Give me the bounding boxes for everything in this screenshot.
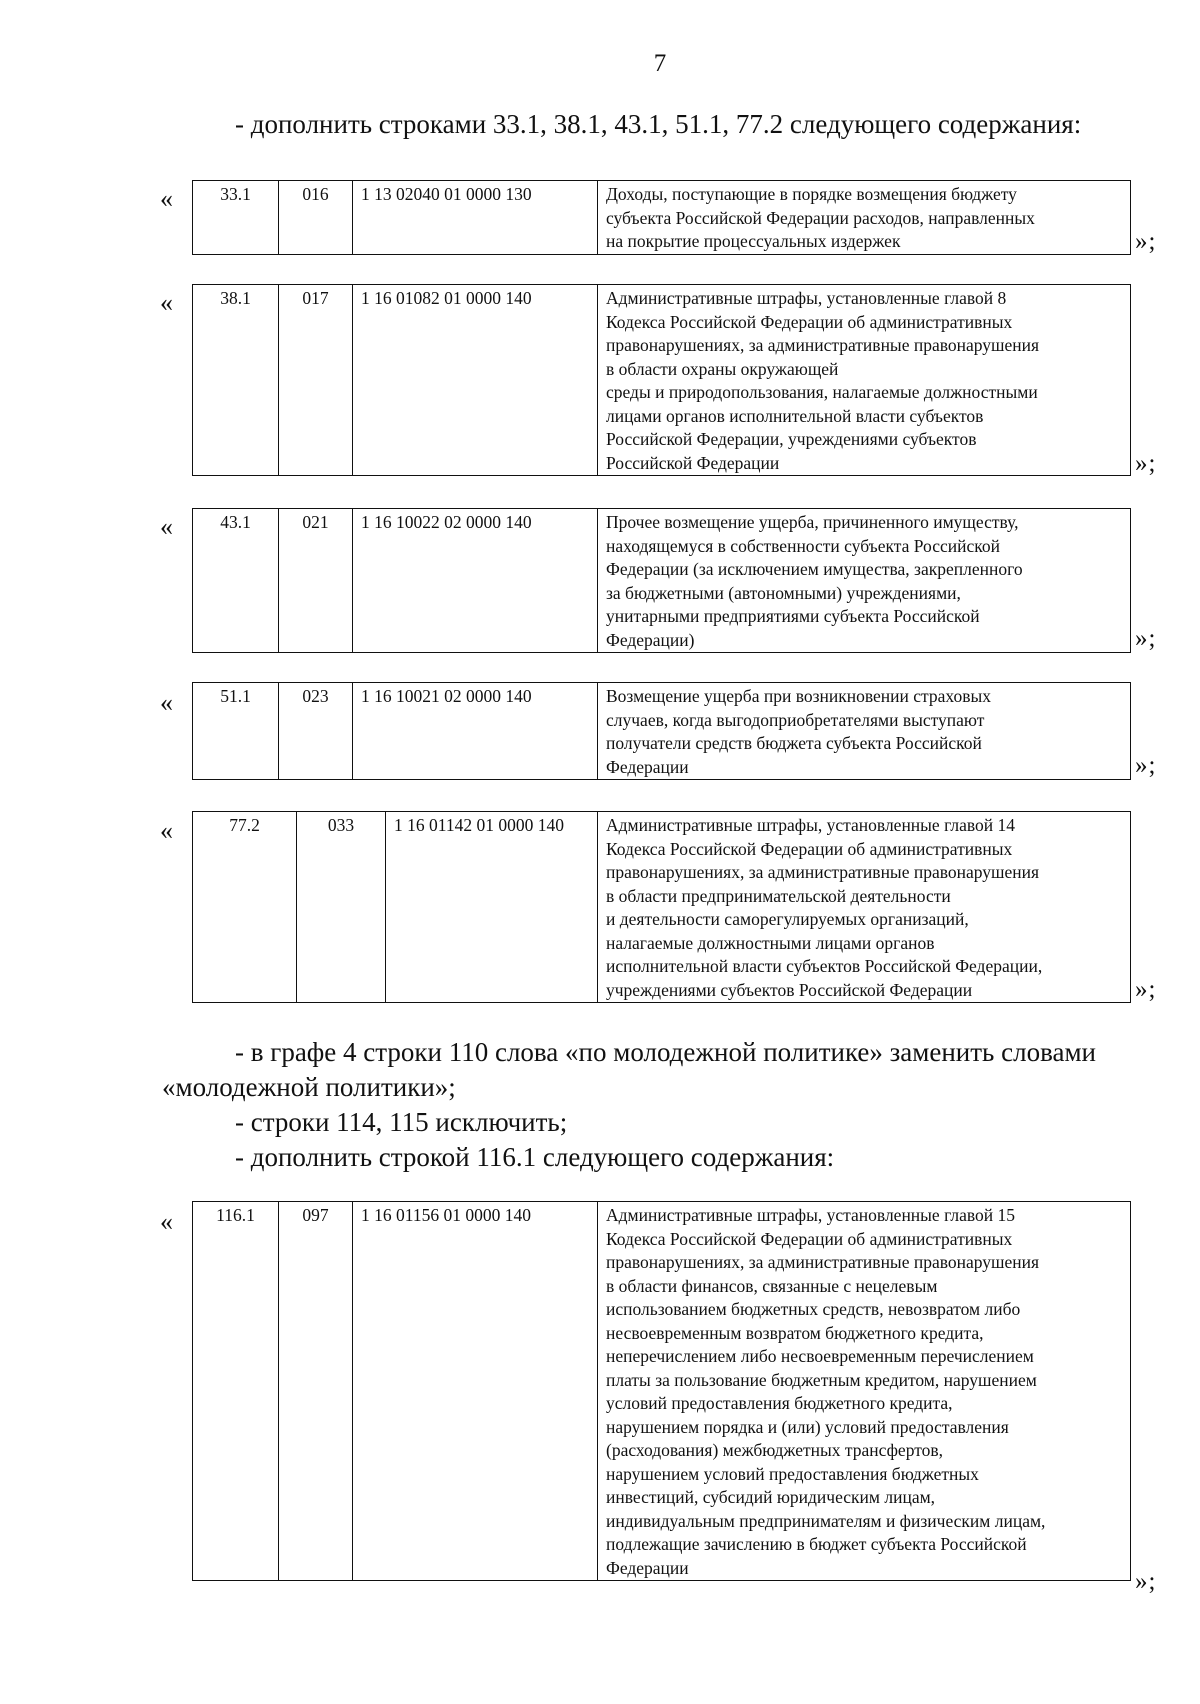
entry-table-38-1 — [192, 284, 1131, 476]
description-line: учреждениями субъектов Российской Федерации — [606, 979, 973, 1000]
close-quote: »; — [1135, 976, 1157, 1003]
description-line: нарушением условий предоставления бюджетных — [606, 1463, 979, 1484]
budget-classification-code: 1 16 01142 01 0000 140 — [386, 812, 598, 1003]
description-line: Российской Федерации — [606, 452, 780, 473]
instruction-delete-rows: - строки 114, 115 исключить; — [235, 1107, 568, 1137]
revenue-description — [598, 285, 1131, 476]
chapter-code: 021 — [279, 509, 353, 653]
chapter-code: 017 — [279, 285, 353, 476]
chapter-code: 033 — [297, 812, 386, 1003]
description-line: в области финансов, связанные с нецелевым — [606, 1275, 938, 1296]
close-quote: »; — [1135, 752, 1157, 779]
description-line: среды и природопользования, налагаемые должностными — [606, 382, 1038, 402]
description-line: и деятельности саморегулируемых организаций, — [606, 909, 969, 929]
close-quote: »; — [1135, 1568, 1157, 1595]
description-line: Федерации — [606, 756, 689, 777]
revenue-description — [598, 812, 1131, 1003]
description-line: условий предоставления бюджетного кредита, — [606, 1393, 953, 1413]
chapter-code: 023 — [279, 683, 353, 780]
row-number: 43.1 — [193, 509, 279, 653]
table-row — [193, 285, 1131, 476]
description-line: Административные штрафы, установленные главой 8 — [606, 288, 1007, 308]
budget-classification-code: 1 16 10021 02 0000 140 — [353, 683, 598, 780]
description-line: Федерации — [606, 1557, 689, 1578]
description-line: Административные штрафы, установленные главой 15 — [606, 1205, 1015, 1225]
entry-table-33-1 — [192, 180, 1131, 255]
row-number: 38.1 — [193, 285, 279, 476]
description-line: находящемуся в собственности субъекта Российской — [606, 535, 1001, 556]
budget-classification-code: 1 16 10022 02 0000 140 — [353, 509, 598, 653]
table-row — [193, 683, 1131, 780]
instruction-replace-words-continued: «молодежной политики»; — [162, 1072, 456, 1102]
description-line: нарушением порядка и (или) условий предоставления — [606, 1416, 1009, 1437]
description-line: неперечислением либо несвоевременным перечислением — [606, 1346, 1034, 1366]
description-line: в области предпринимательской деятельности — [606, 885, 951, 906]
description-line: в области охраны окружающей — [606, 358, 839, 379]
row-number: 51.1 — [193, 683, 279, 780]
description-line: Прочее возмещение ущерба, причиненного имуществу, — [606, 512, 1019, 532]
description-line: Федерации (за исключением имущества, закрепленного — [606, 559, 1023, 579]
description-line: за бюджетными (автономными) учреждениями, — [606, 582, 961, 603]
description-line: случаев, когда выгодоприобретателями выступают — [606, 709, 985, 730]
description-line: правонарушениях, за административные правонарушения — [606, 1252, 1040, 1272]
instruction-add-rows: - дополнить строками 33.1, 38.1, 43.1, 51.1, 77.2 следующего содержания: — [235, 109, 1082, 139]
close-quote: »; — [1135, 228, 1157, 255]
close-quote: »; — [1135, 625, 1157, 652]
description-line: лицами органов исполнительной власти субъектов — [606, 405, 984, 426]
entry-table-77-2 — [192, 811, 1131, 1003]
description-line: Российской Федерации, учреждениями субъектов — [606, 429, 977, 449]
description-line: Доходы, поступающие в порядке возмещения бюджету — [606, 184, 1017, 204]
description-line: исполнительной власти субъектов Российской Федерации, — [606, 956, 1043, 976]
description-line: Кодекса Российской Федерации об административных — [606, 1228, 1013, 1249]
description-line: субъекта Российской Федерации расходов, направленных — [606, 207, 1035, 228]
table-row — [193, 509, 1131, 653]
description-line: правонарушениях, за административные правонарушения — [606, 335, 1040, 355]
description-line: получатели средств бюджета субъекта Российской — [606, 733, 982, 753]
budget-classification-code: 1 16 01082 01 0000 140 — [353, 285, 598, 476]
description-line: на покрытие процессуальных издержек — [606, 231, 901, 251]
open-quote: « — [160, 184, 173, 213]
entry-table-116-1 — [192, 1201, 1131, 1581]
description-line: подлежащие зачислению в бюджет субъекта Российской — [606, 1534, 1027, 1554]
open-quote: « — [160, 1207, 173, 1236]
row-number: 116.1 — [193, 1202, 279, 1581]
row-number: 33.1 — [193, 181, 279, 255]
description-line: Федерации) — [606, 629, 695, 650]
description-line: Административные штрафы, установленные главой 14 — [606, 815, 1015, 835]
revenue-description — [598, 1202, 1131, 1581]
instruction-replace-words: - в графе 4 строки 110 слова «по молодежной политике» заменить словами — [235, 1037, 1096, 1067]
description-line: правонарушениях, за административные правонарушения — [606, 862, 1040, 882]
description-line: унитарными предприятиями субъекта Российской — [606, 606, 980, 626]
page-number: 7 — [653, 50, 667, 77]
open-quote: « — [160, 288, 173, 317]
entry-table-51-1 — [192, 682, 1131, 780]
open-quote: « — [160, 688, 173, 717]
instruction-add-row: - дополнить строкой 116.1 следующего содержания: — [235, 1142, 835, 1172]
chapter-code: 097 — [279, 1202, 353, 1581]
description-line: Кодекса Российской Федерации об административных — [606, 838, 1013, 859]
close-quote: »; — [1135, 450, 1157, 477]
entry-table-43-1 — [192, 508, 1131, 653]
description-line: индивидуальным предпринимателям и физическим лицам, — [606, 1510, 1046, 1531]
description-line: (расходования) межбюджетных трансфертов, — [606, 1440, 944, 1460]
revenue-description — [598, 683, 1131, 780]
description-line: платы за пользование бюджетным кредитом, нарушением — [606, 1369, 1037, 1390]
description-line: Возмещение ущерба при возникновении страховых — [606, 686, 991, 706]
description-line: Кодекса Российской Федерации об административных — [606, 311, 1013, 332]
budget-classification-code: 1 13 02040 01 0000 130 — [353, 181, 598, 255]
open-quote: « — [160, 512, 173, 541]
table-row — [193, 181, 1131, 255]
table-row — [193, 812, 1131, 1003]
revenue-description — [598, 181, 1131, 255]
chapter-code: 016 — [279, 181, 353, 255]
description-line: использованием бюджетных средств, невозвратом либо — [606, 1299, 1021, 1319]
description-line: инвестиций, субсидий юридическим лицам, — [606, 1487, 936, 1507]
description-line: налагаемые должностными лицами органов — [606, 932, 935, 953]
table-row — [193, 1202, 1131, 1581]
row-number: 77.2 — [193, 812, 297, 1003]
revenue-description — [598, 509, 1131, 653]
budget-classification-code: 1 16 01156 01 0000 140 — [353, 1202, 598, 1581]
open-quote: « — [160, 816, 173, 845]
description-line: несвоевременным возвратом бюджетного кредита, — [606, 1322, 984, 1343]
